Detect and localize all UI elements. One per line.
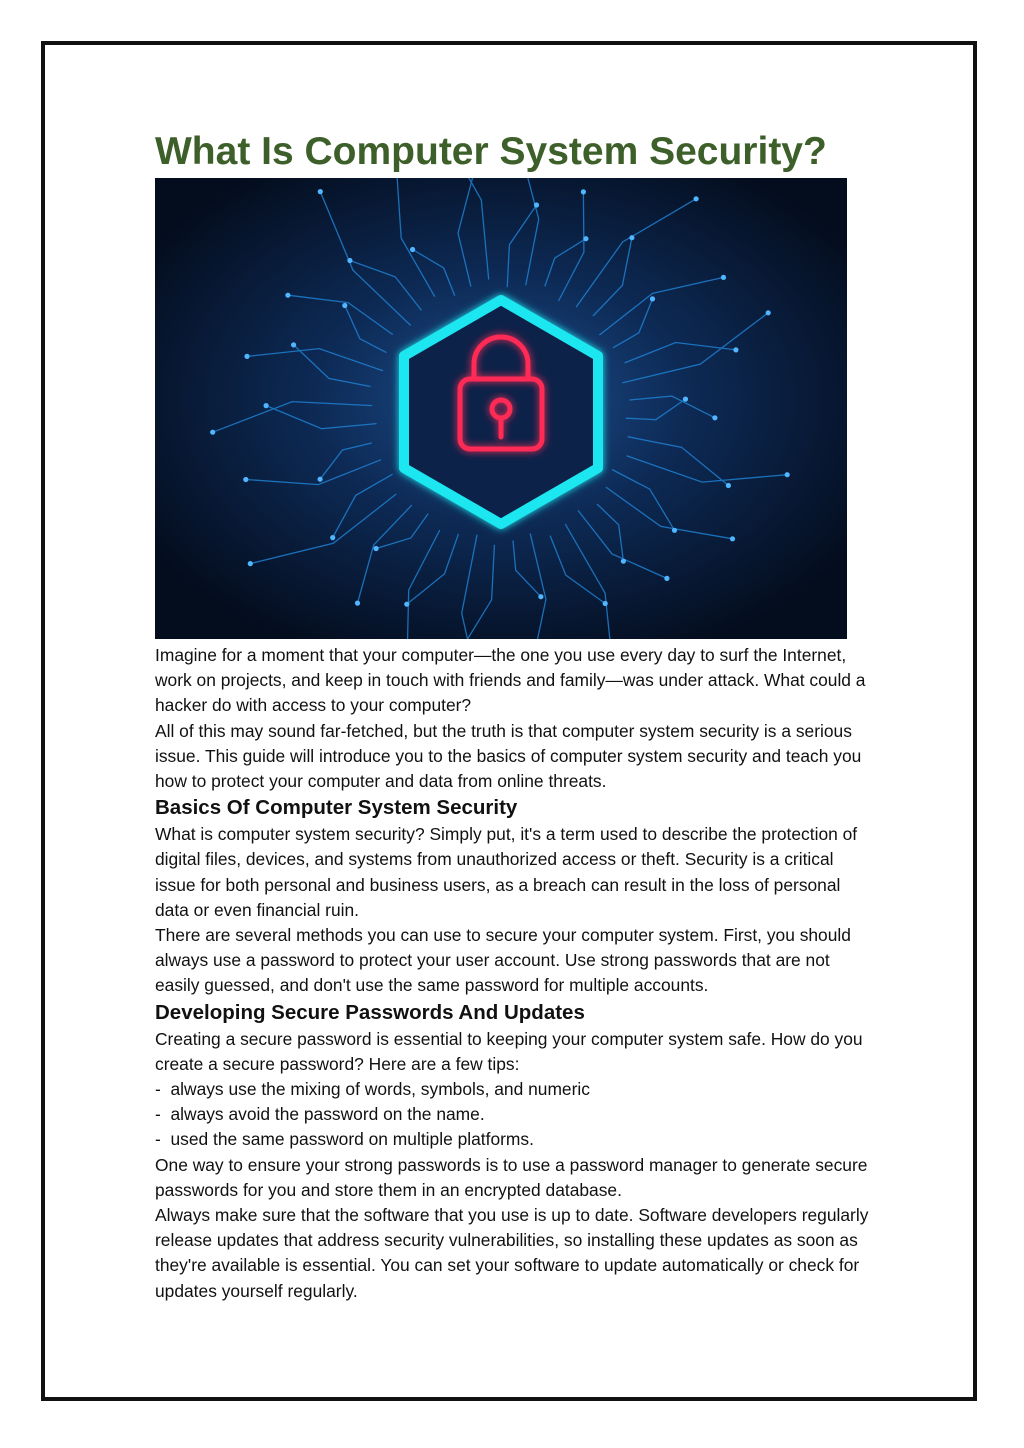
circuit-node: [712, 415, 717, 420]
circuit-node: [244, 354, 249, 359]
circuit-node: [766, 310, 771, 315]
list-item: - used the same password on multiple platforms.: [155, 1127, 875, 1152]
hero-padlock-image: [155, 178, 847, 639]
article: [155, 128, 875, 1304]
circuit-node: [534, 202, 539, 207]
section-heading-basics: Basics Of Computer System Security: [155, 796, 518, 820]
passwords-paragraph-1: One way to ensure your strong passwords is to use a password manager to generate secure passwords for you and store them in an encrypted database.: [155, 1154, 868, 1200]
circuit-node: [730, 536, 735, 541]
circuit-node: [330, 535, 335, 540]
circuit-node: [664, 576, 669, 581]
list-item: - always avoid the password on the name.: [155, 1102, 875, 1127]
passwords-lead-paragraph: Creating a secure password is essential to keeping your computer system safe. How do you create a secure password? Here are a few tips:: [155, 1028, 863, 1074]
intro-paragraph-2: All of this may sound far-fetched, but the truth is that computer system security is a serious issue. This guide will introduce you to the basics of computer system security and teach you how to protect your computer and data from online threats.: [155, 720, 862, 792]
circuit-node: [342, 303, 347, 308]
circuit-node: [583, 236, 588, 241]
circuit-node: [726, 483, 731, 488]
circuit-node: [733, 347, 738, 352]
basics-paragraph-2: There are several methods you can use to secure your computer system. First, you should always use a password to protect your user account. Use strong passwords that are not easily guessed, and don't use the same password for multiple accounts.: [155, 925, 851, 996]
circuit-node: [243, 477, 248, 482]
circuit-node: [603, 601, 608, 606]
circuit-node: [248, 561, 253, 566]
circuit-node: [785, 472, 790, 477]
circuit-node: [694, 196, 699, 201]
circuit-node: [650, 296, 655, 301]
section-heading-passwords: Developing Secure Passwords And Updates: [155, 1000, 585, 1024]
intro-paragraph-1: Imagine for a moment that your computer—the one you use every day to surf the Internet, work on projects, and keep in touch with friends and family—was under attack. What could a hacker do with access to your computer?: [155, 645, 866, 716]
circuit-node: [621, 559, 626, 564]
password-tips-list: [155, 1077, 875, 1153]
circuit-node: [210, 430, 215, 435]
circuit-node: [410, 247, 415, 252]
circuit-node: [291, 342, 296, 347]
article-title: What Is Computer System Security?: [155, 130, 827, 173]
circuit-node: [318, 189, 323, 194]
hexagon-shield: [404, 300, 598, 524]
circuit-node: [721, 275, 726, 280]
article-body: [155, 643, 875, 1304]
circuit-node: [285, 293, 290, 298]
basics-paragraph-1: What is computer system security? Simply put, it's a term used to describe the protection of digital files, devices, and systems from unauthorized access or theft. Security is a critical issue for both personal and business users, as a breach can result in the loss of personal data or even financial ruin.: [155, 824, 858, 920]
list-item: - always use the mixing of words, symbols, and numeric: [155, 1077, 875, 1102]
circuit-node: [374, 546, 379, 551]
passwords-paragraph-2: Always make sure that the software that you use is up to date. Software developers regularly release updates that address security vulnerabilities, so installing these updates as soon as they're available is essential. You can set your software to update automatically or check for updates yourself regularly.: [155, 1205, 869, 1301]
circuit-node: [672, 528, 677, 533]
circuit-node: [347, 258, 352, 263]
circuit-node: [629, 235, 634, 240]
circuit-node: [581, 189, 586, 194]
circuit-node: [264, 403, 269, 408]
circuit-node: [538, 594, 543, 599]
circuit-node: [404, 602, 409, 607]
circuit-node: [683, 397, 688, 402]
circuit-node: [318, 477, 323, 482]
circuit-node: [355, 601, 360, 606]
